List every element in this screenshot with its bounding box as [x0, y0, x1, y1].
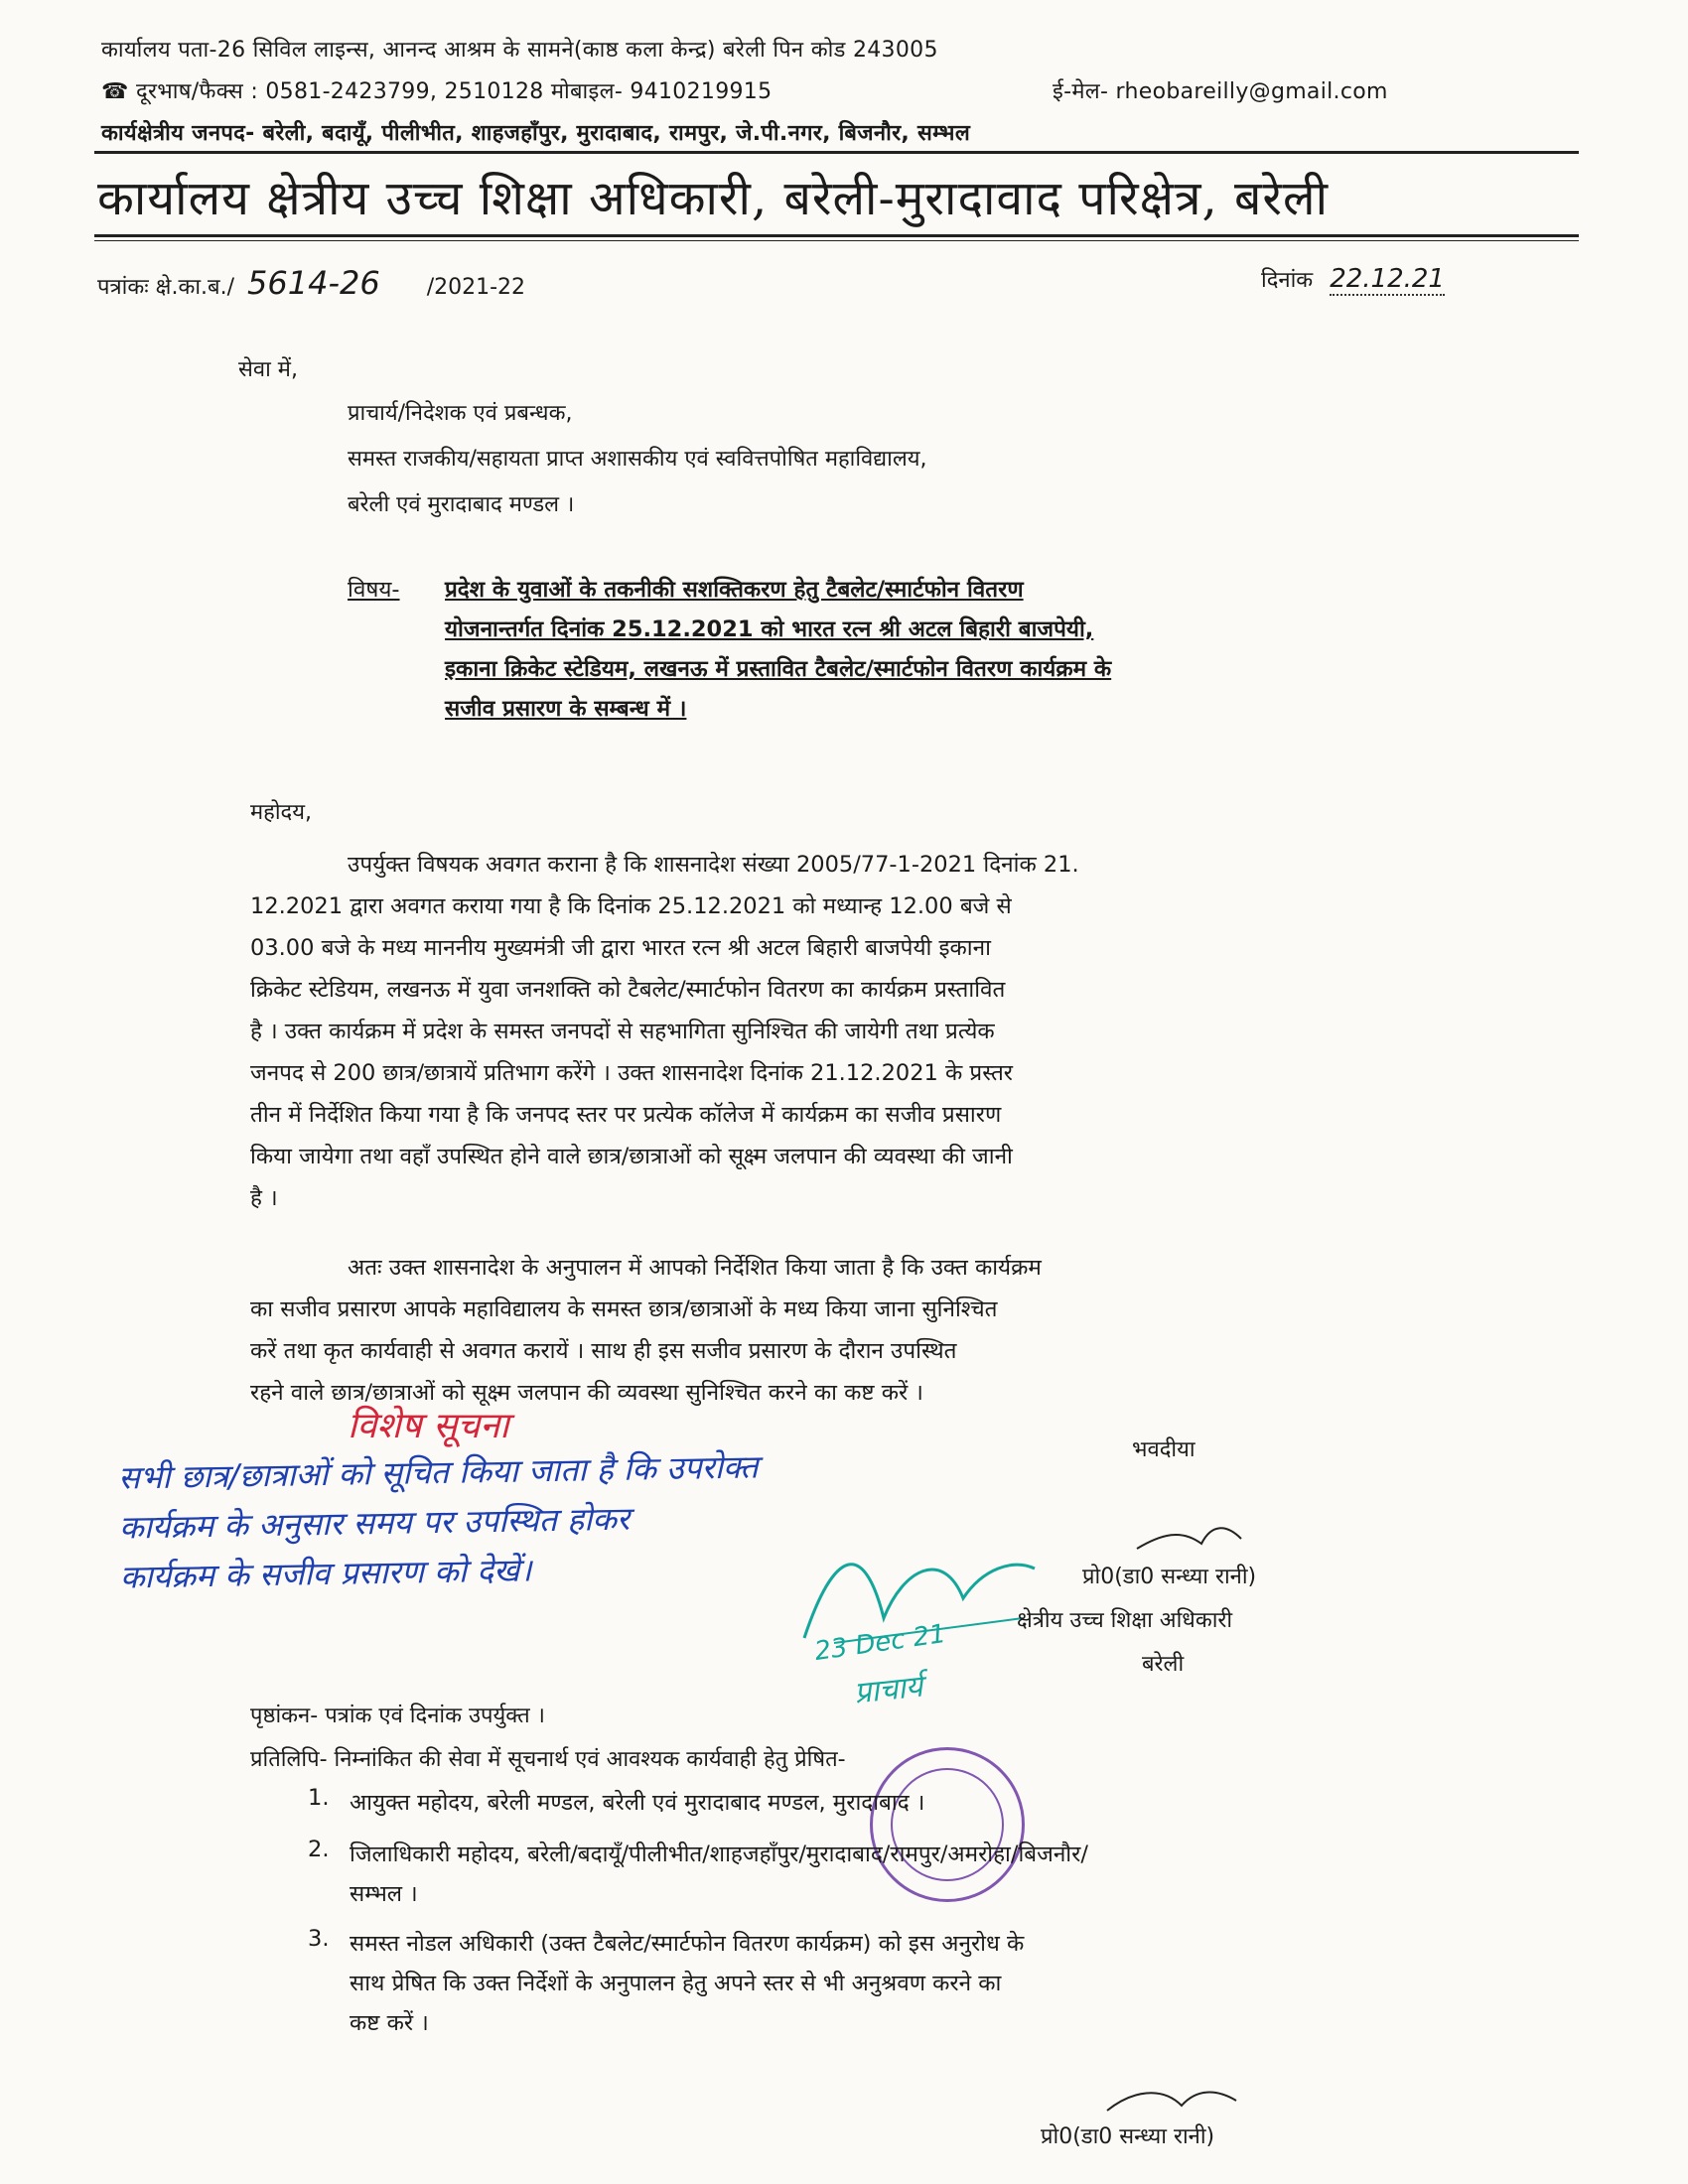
para-line: उपर्युक्त विषयक अवगत कराना है कि शासनादेश संख्या 2005/77-1-2021 दिनांक 21. — [348, 852, 1079, 878]
copy-item-3 — [350, 1924, 1472, 2043]
header-rule — [94, 151, 1579, 154]
jurisdiction-districts: कार्यक्षेत्रीय जनपद- बरेली, बदायूँ, पीलीभीत, शाहजहाँपुर, मुरादाबाद, रामपुर, जे.पी.नगर, बिजनौर, सम्भल — [101, 121, 971, 146]
phone-fax: दूरभाष/फैक्स : 0581-2423799, 2510128 मोबाइल- 9410219915 — [136, 79, 773, 104]
addressee-seva: सेवा में, — [238, 357, 298, 382]
para-line: अतः उक्त शासनादेश के अनुपालन में आपको निर्देशित किया जाता है कि उक्त कार्यक्रम — [348, 1255, 1042, 1281]
para-line: तीन में निर्देशित किया गया है कि जनपद स्तर पर प्रत्येक कॉलेज में कार्यक्रम का सजीव प्रसारण — [250, 1102, 1002, 1128]
copy-item-line: आयुक्त महोदय, बरेली मण्डल, बरेली एवं मुरादाबाद मण्डल, मुरादाबाद । — [350, 1790, 925, 1816]
date-value: 22.12.21 — [1330, 264, 1445, 294]
para-line: जनपद से 200 छात्र/छात्रायें प्रतिभाग करेंगे । उक्त शासनादेश दिनांक 21.12.2021 के प्रस्तर — [250, 1060, 1014, 1086]
handwritten-principal: प्राचार्य — [852, 1669, 924, 1711]
para-line: का सजीव प्रसारण आपके महाविद्यालय के समस्त छात्र/छात्राओं के मध्य किया जाना सुनिश्चित — [250, 1297, 998, 1322]
signatory-designation: क्षेत्रीय उच्च शिक्षा अधिकारी — [1017, 1608, 1233, 1633]
handwritten-notice-line: कार्यक्रम के अनुसार समय पर उपस्थित होकर — [118, 1499, 631, 1547]
copy-item-number: 1. — [308, 1785, 330, 1811]
copy-item-number: 2. — [308, 1837, 330, 1862]
email-address: ई-मेल- rheobareilly@gmail.com — [1053, 79, 1388, 104]
phone-row — [101, 75, 772, 105]
para-line: किया जायेगा तथा वहाँ उपस्थित होने वाले छात्र/छात्राओं को सूक्ष्म जलपान की व्यवस्था की जानी — [250, 1144, 1013, 1169]
subject-line: सजीव प्रसारण के सम्बन्ध में । — [445, 696, 687, 722]
para-line: है । — [250, 1185, 278, 1211]
handwritten-notice — [118, 1441, 761, 1601]
paragraph-2 — [250, 1247, 1477, 1414]
para-line: क्रिकेट स्टेडियम, लखनऊ में युवा जनशक्ति को टैबलेट/स्मार्टफोन वितरण का कार्यक्रम प्रस्तावित — [250, 977, 1006, 1003]
subject-line: योजनान्तर्गत दिनांक 25.12.2021 को भारत रत्न श्री अटल बिहारी बाजपेयी, — [445, 616, 1094, 642]
officer-signature-mark — [1132, 1514, 1251, 1564]
footer-signature-mark — [1102, 2081, 1241, 2120]
copy-item-line: कष्ट करें । — [350, 2010, 429, 2036]
para-line: रहने वाले छात्र/छात्राओं को सूक्ष्म जलपान की व्यवस्था सुनिश्चित करने का कष्ट करें । — [250, 1380, 923, 1406]
para-line: है । उक्त कार्यक्रम में प्रदेश के समस्त जनपदों से सहभागिता सुनिश्चित की जायेगी तथा प्रत्येक — [250, 1019, 995, 1044]
signatory-place: बरेली — [1142, 1652, 1185, 1677]
handwritten-notice-line: कार्यक्रम के सजीव प्रसारण को देखें। — [119, 1551, 532, 1596]
reference-line — [97, 264, 525, 302]
addressee-line-1: प्राचार्य/निदेशक एवं प्रबन्धक, — [348, 401, 573, 426]
handwritten-notice-line: सभी छात्र/छात्राओं को सूचित किया जाता है कि उपरोक्त — [117, 1447, 759, 1497]
footer-signatory-name: प्रो0(डा0 सन्ध्या रानी) — [1041, 2124, 1215, 2149]
addressee-line-3: बरेली एवं मुरादाबाद मण्डल । — [348, 492, 575, 517]
signatory-name: प्रो0(डा0 सन्ध्या रानी) — [1082, 1565, 1257, 1589]
subject-line: प्रदेश के युवाओं के तकनीकी सशक्तिकरण हेतु टैबलेट/स्मार्टफोन वितरण — [445, 577, 1024, 603]
subject-line: इकाना क्रिकेट स्टेडियम, लखनऊ में प्रस्तावित टैबलेट/स्मार्टफोन वितरण कार्यक्रम के — [445, 656, 1112, 682]
handwritten-date: 23 Dec 21 — [812, 1618, 948, 1668]
closing-bhavdiya: भवदीया — [1132, 1437, 1196, 1462]
copy-item-1 — [350, 1783, 1472, 1823]
para-line: करें तथा कृत कार्यवाही से अवगत करायें । साथ ही इस सजीव प्रसारण के दौरान उपस्थित — [250, 1338, 957, 1364]
copy-item-line: सम्भल । — [350, 1881, 418, 1907]
para-line: 12.2021 द्वारा अवगत कराया गया है कि दिनांक 25.12.2021 को मध्यान्ह 12.00 बजे से — [250, 893, 1012, 919]
addressee-line-2: समस्त राजकीय/सहायता प्राप्त अशासकीय एवं स्ववित्तपोषित महाविद्यालय, — [348, 447, 927, 472]
handwritten-notice-title: विशेष सूचना — [348, 1406, 509, 1446]
subject-label: विषय- — [348, 577, 400, 603]
date-label: दिनांक — [1261, 268, 1314, 293]
para-line: 03.00 बजे के मध्य माननीय मुख्यमंत्री जी द्वारा भारत रत्न श्री अटल बिहारी बाजपेयी इकाना — [250, 935, 991, 961]
copy-item-line: समस्त नोडल अधिकारी (उक्त टैबलेट/स्मार्टफोन वितरण कार्यक्रम) को इस अनुरोध के — [350, 1931, 1025, 1957]
copy-item-number: 3. — [308, 1926, 330, 1952]
title-rule-bottom — [94, 240, 1579, 241]
copy-to-line: प्रतिलिपि- निम्नांकित की सेवा में सूचनार्थ एवं आवश्यक कार्यवाही हेतु प्रेषित- — [250, 1747, 846, 1772]
reference-number: 5614-26 — [247, 264, 380, 302]
reference-year: /2021-22 — [426, 275, 526, 300]
reference-label: पत्रांकः क्षे.का.ब./ — [97, 275, 234, 300]
salutation: महोदय, — [250, 800, 312, 825]
office-address: कार्यालय पता-26 सिविल लाइन्स, आनन्द आश्रम के सामने(काष्ठ कला केन्द्र) बरेली पिन कोड 243005 — [101, 38, 938, 63]
subject-block — [445, 570, 1468, 729]
copy-item-line: साथ प्रेषित कि उक्त निर्देशों के अनुपालन हेतु अपने स्तर से भी अनुश्रवण करने का — [350, 1971, 1002, 1996]
paragraph-1 — [250, 844, 1477, 1219]
title-rule-top — [94, 234, 1579, 237]
telephone-icon: ☎ — [101, 79, 129, 104]
office-title: कार्यालय क्षेत्रीय उच्च शिक्षा अधिकारी, बरेली-मुरादावाद परिक्षेत्र, बरेली — [97, 171, 1330, 226]
endorsement-line: पृष्ठांकन- पत्रांक एवं दिनांक उपर्युक्त । — [250, 1704, 545, 1728]
copy-item-line: जिलाधिकारी महोदय, बरेली/बदायूँ/पीलीभीत/शाहजहाँपुर/मुरादाबाद/रामपुर/अमरोहा/बिजनौर/ — [350, 1842, 1088, 1867]
date-field — [1261, 264, 1445, 294]
copy-item-2 — [350, 1835, 1472, 1914]
